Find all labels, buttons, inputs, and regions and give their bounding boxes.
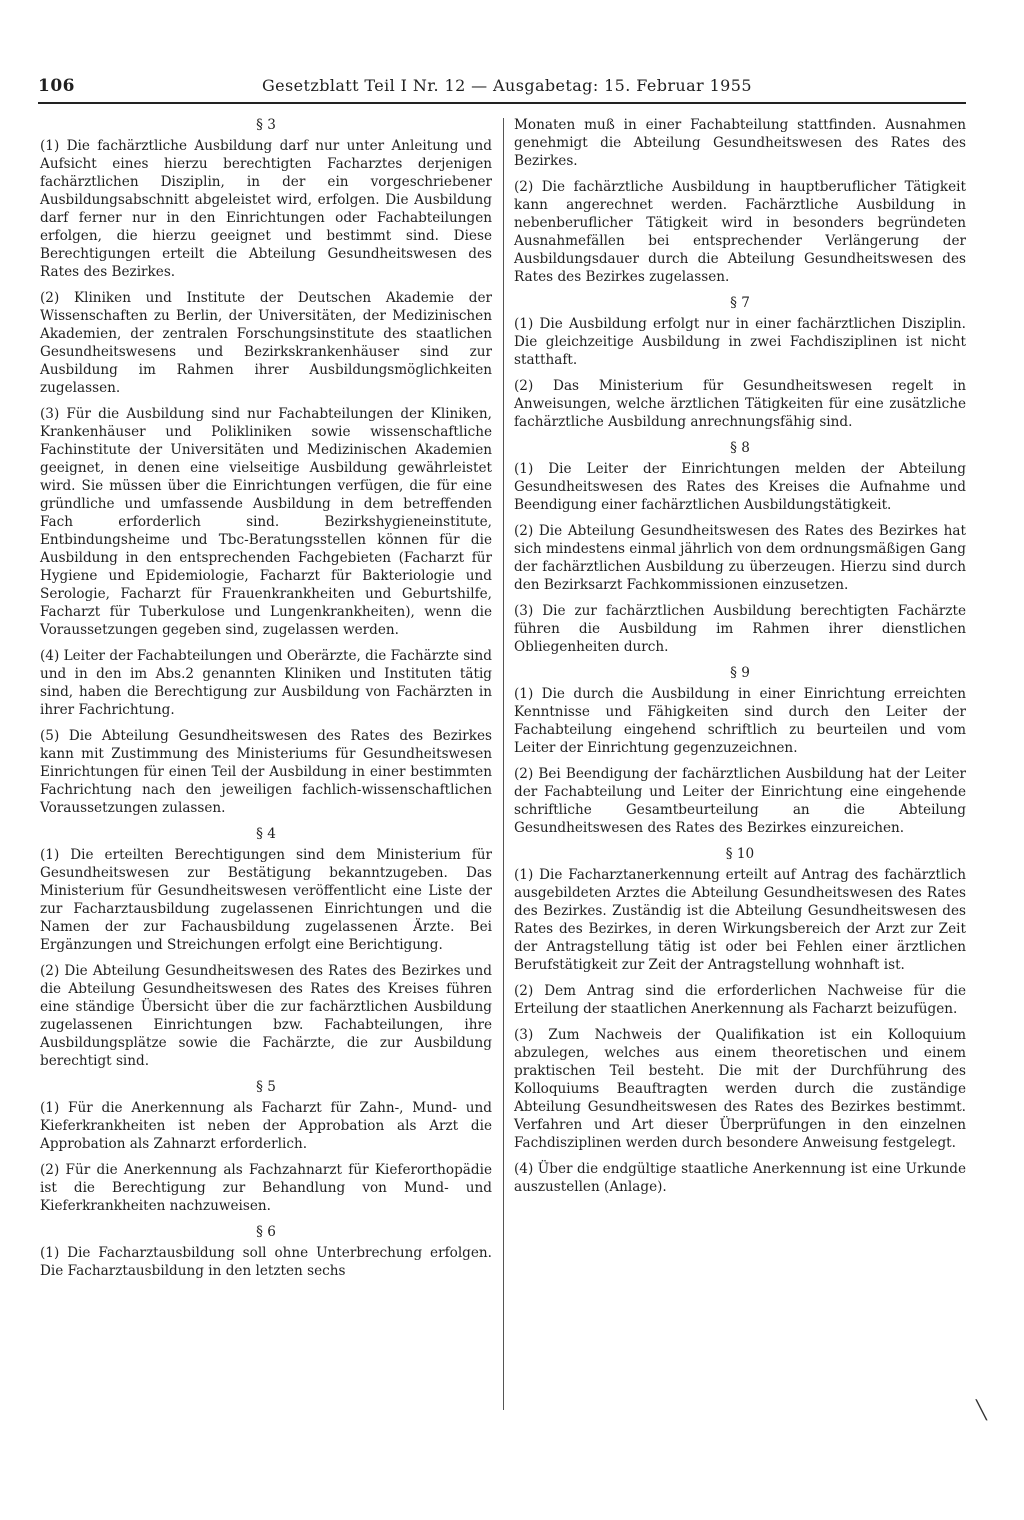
- section-heading-10: § 10: [725, 846, 755, 862]
- paragraph: (1) Die fachärztliche Ausbildung darf nur unter Anleitung und Aufsicht eines hierzu berechtigten Facharztes derjenigen fachärztlichen Disziplin, in der ein vorgeschriebener Ausbildungsabschnitt abgeleistet wird, erfolgen. Die Ausbildung darf ferner nur in den Einrichtungen oder Fachabteilungen erfolgen, die hierzu geeignet und bestimmt sind. Diese Berechtigungen erteilt die Abteilung Gesundheitswesen des Rates des Bezirkes.: [40, 138, 492, 280]
- running-head: Gesetzblatt Teil I Nr. 12 — Ausgabetag: 15. Februar 1955: [262, 76, 752, 95]
- paragraph: (1) Die Ausbildung erfolgt nur in einer fachärztlichen Disziplin. Die gleichzeitige Ausbildung in zwei Fachdisziplinen ist nicht statthaft.: [514, 316, 966, 368]
- column-divider: [503, 118, 504, 1410]
- paragraph: (1) Die Facharztausbildung soll ohne Unterbrechung erfolgen. Die Facharztausbildung in den letzten sechs: [40, 1245, 492, 1279]
- section-heading-8: § 8: [730, 440, 750, 456]
- section-heading-7: § 7: [730, 295, 750, 311]
- left-column: [40, 116, 492, 1288]
- paragraph: (3) Zum Nachweis der Qualifikation ist ein Kolloquium abzulegen, welches aus einem theoretischen und einem praktischen Teil besteht. Die mit der Durchführung des Kolloquiums Beauftragten werden durch die zuständige Abteilung Gesundheitswesen des Rates des Bezirkes bestimmt. Verfahren und Art dieser Überprüfungen in den einzelnen Fachdisziplinen werden durch besondere Anweisung festgelegt.: [514, 1027, 966, 1151]
- paragraph: (2) Die Abteilung Gesundheitswesen des Rates des Bezirkes hat sich mindestens einmal jährlich von dem ordnungsmäßigen Gang der fachärztlichen Ausbildung zu überzeugen. Hierzu sind durch den Bezirksarzt Fachkommissionen einzusetzen.: [514, 523, 966, 593]
- section-heading-4: § 4: [256, 826, 276, 842]
- page-number: 106: [38, 76, 75, 96]
- section-heading-3: § 3: [256, 117, 276, 133]
- scan-mark: ╲: [976, 1400, 987, 1421]
- paragraph: (2) Die fachärztliche Ausbildung in hauptberuflicher Tätigkeit kann angerechnet werden. Fachärztliche Ausbildung in nebenberuflicher Tätigkeit wird in besonders begründeten Ausnahmefällen bei entsprechender Verlängerung der Ausbildungsdauer durch die Abteilung Gesundheitswesen des Rates des Bezirkes zugelassen.: [514, 179, 966, 285]
- paragraph: (3) Für die Ausbildung sind nur Fachabteilungen der Kliniken, Krankenhäuser und Polikliniken sowie wissenschaftliche Fachinstitute der Universitäten und Medizinischen Akademien geeignet, in denen eine vielseitige Ausbildung gewährleistet wird. Sie müssen über die Einrichtungen verfügen, die für eine gründliche und umfassende Ausbildung in dem betreffenden Fach erforderlich sind. Bezirkshygieneinstitute, Entbindungsheime und Tbc-Beratungsstellen können für die Ausbildung in den entsprechenden Fachgebieten (Facharzt für Hygiene und Epidemiologie, Facharzt für Bakteriologie und Serologie, Facharzt für Frauenkrankheiten und Geburtshilfe, Facharzt für Tuberkulose und Lungenkrankheiten), wenn die Voraussetzungen gegeben sind, zugelassen werden.: [40, 406, 492, 638]
- paragraph-continued: Monaten muß in einer Fachabteilung stattfinden. Ausnahmen genehmigt die Abteilung Gesundheitswesen des Rates des Bezirkes.: [514, 117, 966, 169]
- paragraph: (1) Die Leiter der Einrichtungen melden der Abteilung Gesundheitswesen des Rates des Kreises die Aufnahme und Beendigung einer fachärztlichen Ausbildungstätigkeit.: [514, 461, 966, 513]
- paragraph: (2) Dem Antrag sind die erforderlichen Nachweise für die Erteilung der staatlichen Anerkennung als Facharzt beizufügen.: [514, 983, 966, 1017]
- paragraph: (2) Das Ministerium für Gesundheitswesen regelt in Anweisungen, welche ärztlichen Tätigkeiten für eine zusätzliche fachärztliche Ausbildung anrechnungsfähig sind.: [514, 378, 966, 430]
- right-column: [514, 116, 966, 1204]
- paragraph: (1) Die Facharztanerkennung erteilt auf Antrag des fachärztlich ausgebildeten Arztes die Abteilung Gesundheitswesen des Rates des Bezirkes. Zuständig ist die Abteilung Gesundheitswesen des Rates des Bezirkes, in deren Wirkungsbereich der Arzt zur Zeit der Antragstellung tätig ist oder bei Fehlen einer ärztlichen Berufstätigkeit zur Zeit der Antragstellung wohnhaft ist.: [514, 867, 966, 973]
- paragraph: (2) Kliniken und Institute der Deutschen Akademie der Wissenschaften zu Berlin, der Universitäten, der Medizinischen Akademien, der zentralen Forschungsinstitute des staatlichen Gesundheitswesens und Bezirkskrankenhäuser sind zur Ausbildung im Rahmen ihrer Ausbildungsmöglichkeiten zugelassen.: [40, 290, 492, 396]
- paragraph: (3) Die zur fachärztlichen Ausbildung berechtigten Fachärzte führen die Ausbildung im Rahmen ihrer dienstlichen Obliegenheiten durch.: [514, 603, 966, 655]
- paragraph: (5) Die Abteilung Gesundheitswesen des Rates des Bezirkes kann mit Zustimmung des Ministeriums für Gesundheitswesen Einrichtungen für einen Teil der Ausbildung in einer bestimmten Fachrichtung nach den jeweiligen fachlich-wissenschaftlichen Voraussetzungen zulassen.: [40, 728, 492, 816]
- paragraph: (4) Über die endgültige staatliche Anerkennung ist eine Urkunde auszustellen (Anlage).: [514, 1161, 966, 1195]
- paragraph: (2) Die Abteilung Gesundheitswesen des Rates des Bezirkes und die Abteilung Gesundheitswesen des Rates des Kreises führen eine ständige Übersicht über die zur fachärztlichen Ausbildung zugelassenen Einrichtungen bzw. Fachabteilungen, ihre Ausbildungsplätze sowie die Fachärzte, die zur Ausbildung berechtigt sind.: [40, 963, 492, 1069]
- paragraph: (1) Für die Anerkennung als Facharzt für Zahn-, Mund- und Kieferkrankheiten ist neben der Approbation als Arzt die Approbation als Zahnarzt erforderlich.: [40, 1100, 492, 1152]
- paragraph: (1) Die erteilten Berechtigungen sind dem Ministerium für Gesundheitswesen zur Bestätigung bekanntzugeben. Das Ministerium für Gesundheitswesen veröffentlicht eine Liste der zur Facharztausbildung zugelassenen Einrichtungen und die Namen der zur Fachausbildung zugelassenen Ärzte. Bei Ergänzungen und Streichungen erfolgt eine Berichtigung.: [40, 847, 492, 953]
- paragraph: (1) Die durch die Ausbildung in einer Einrichtung erreichten Kenntnisse und Fähigkeiten sind durch den Leiter der Fachabteilung eingehend schriftlich zu beurteilen und vom Leiter der Einrichtung gegenzuzeichnen.: [514, 686, 966, 756]
- paragraph: (4) Leiter der Fachabteilungen und Oberärzte, die Fachärzte sind und in den im Abs.2 genannten Kliniken und Instituten tätig sind, haben die Berechtigung zur Ausbildung von Fachärzten in ihrer Fachrichtung.: [40, 648, 492, 718]
- section-heading-9: § 9: [730, 665, 750, 681]
- section-heading-6: § 6: [256, 1224, 276, 1240]
- page-header: [38, 76, 966, 104]
- paragraph: (2) Für die Anerkennung als Fachzahnarzt für Kieferorthopädie ist die Berechtigung zur Behandlung von Mund- und Kieferkrankheiten nachzuweisen.: [40, 1162, 492, 1214]
- section-heading-5: § 5: [256, 1079, 276, 1095]
- paragraph: (2) Bei Beendigung der fachärztlichen Ausbildung hat der Leiter der Fachabteilung und Leiter der Einrichtung eine eingehende schriftliche Gesamtbeurteilung an die Abteilung Gesundheitswesen des Rates des Bezirkes einzureichen.: [514, 766, 966, 836]
